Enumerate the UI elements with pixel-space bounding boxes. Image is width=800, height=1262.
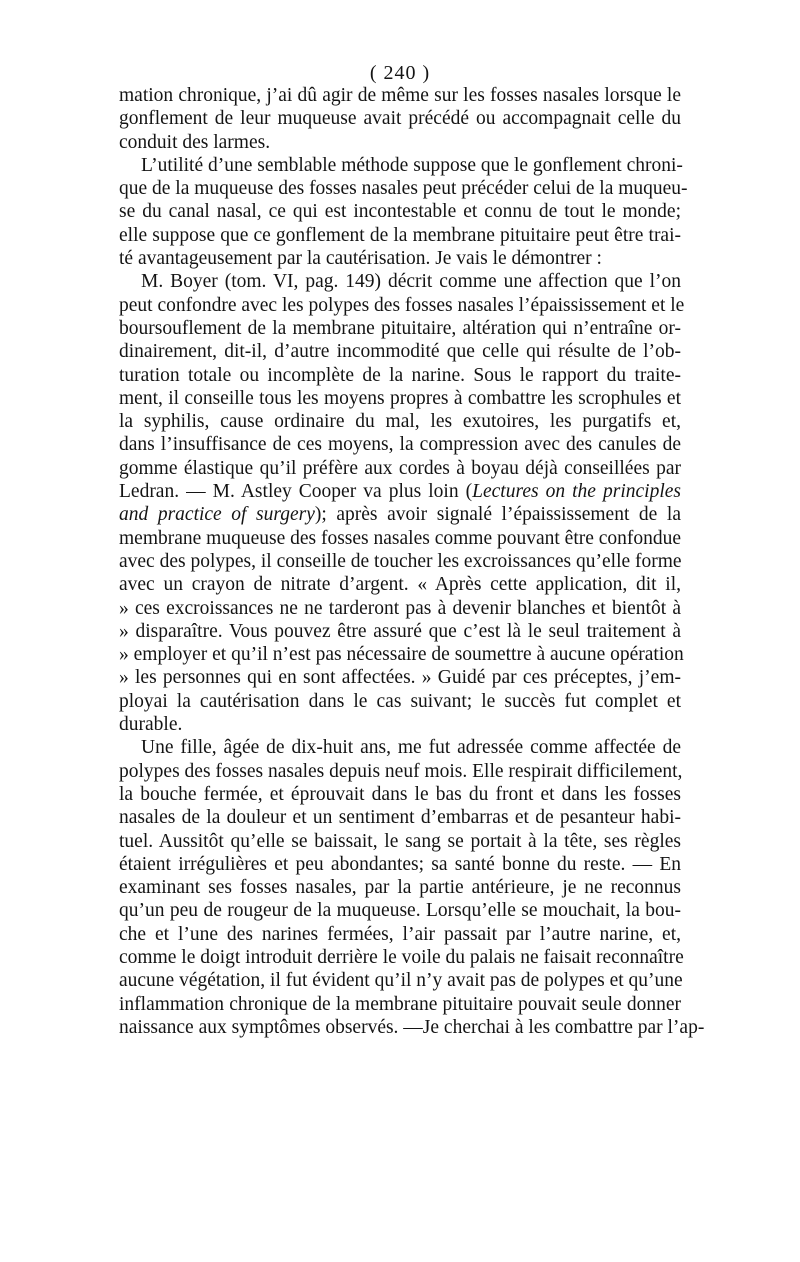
line-text: turation totale ou incomplète de la narine. Sous le rapport du traite-	[119, 364, 681, 386]
line-text: » ces excroissances ne ne tarderont pas à devenir blanches et bientôt à	[119, 597, 681, 619]
text-line	[119, 690, 681, 713]
line-text: gonflement de leur muqueuse avait précédé ou accompagnait celle du	[119, 108, 681, 130]
text-line	[119, 876, 681, 899]
text-line	[119, 177, 688, 200]
line-text: té avantageusement par la cautérisation. Je vais le démontrer :	[119, 248, 602, 270]
text-line	[119, 713, 681, 736]
text-line	[119, 224, 681, 247]
text-line	[119, 1016, 705, 1039]
text-line	[119, 969, 681, 992]
text-line	[119, 294, 685, 317]
text-line	[119, 899, 681, 922]
text-line	[119, 830, 681, 853]
line-text: gomme élastique qu’il préfère aux cordes à boyau déjà conseillées par	[119, 457, 681, 479]
text-line	[119, 131, 681, 154]
line-text: membrane muqueuse des fosses nasales comme pouvant être confondue	[119, 527, 682, 549]
text-line	[119, 923, 681, 946]
text-line	[119, 317, 681, 340]
text-line	[119, 573, 681, 596]
text-line	[119, 270, 681, 293]
line-text: mation chronique, j’ai dû agir de même sur les fosses nasales lorsque le	[119, 85, 681, 106]
line-text-after: ); après avoir signalé l’épaississement de la	[314, 504, 681, 526]
book-title-italic: and practice of surgery	[119, 504, 315, 526]
book-title-italic: Lectures on the principles	[472, 481, 681, 503]
text-line	[119, 480, 681, 503]
text-line	[119, 410, 681, 433]
line-text: conduit des larmes.	[119, 131, 271, 153]
text-line	[119, 783, 681, 806]
text-line	[119, 760, 681, 783]
line-text: che et l’une des narines fermées, l’air passait par l’autre narine, et,	[119, 923, 681, 945]
line-text: » les personnes qui en sont affectées. » Guidé par ces préceptes, j’em-	[119, 667, 681, 689]
text-line	[119, 387, 681, 410]
line-text: tuel. Aussitôt qu’elle se baissait, le sang se portait à la tête, ses règles	[119, 830, 681, 852]
line-text: peut confondre avec les polypes des fosses nasales l’épaississement et le	[119, 294, 685, 316]
line-text: » disparaître. Vous pouvez être assuré que c’est là le seul traitement à	[119, 620, 681, 642]
text-line	[119, 853, 681, 876]
line-text: étaient irrégulières et peu abondantes; sa santé bonne du reste. — En	[119, 853, 681, 875]
text-line	[119, 247, 681, 270]
text-line	[119, 340, 681, 363]
line-text: L’utilité d’une semblable méthode suppose que le gonflement chroni-	[141, 154, 683, 176]
line-text: qu’un peu de rougeur de la muqueuse. Lorsqu’elle se mouchait, la bou-	[119, 900, 681, 922]
line-text: la bouche fermée, et éprouvait dans le bas du front et dans les fosses	[119, 783, 681, 805]
line-text: que de la muqueuse des fosses nasales peut précéder celui de la muqueu-	[119, 178, 688, 200]
line-text: M. Boyer (tom. VI, pag. 149) décrit comme une affection que l’on	[141, 271, 681, 293]
line-text: avec un crayon de nitrate d’argent. « Après cette application, dit il,	[119, 574, 681, 596]
line-text: » employer et qu’il n’est pas nécessaire de soumettre à aucune opération	[119, 644, 684, 666]
line-text: inflammation chronique de la membrane pituitaire pouvait seule donner	[119, 993, 681, 1015]
text-line	[119, 200, 681, 223]
line-text: boursouflement de la membrane pituitaire, altération qui n’entraîne or-	[119, 317, 681, 339]
line-text: dans l’insuffisance de ces moyens, la compression avec des canules de	[119, 434, 681, 456]
text-line	[119, 364, 681, 387]
line-text: Une fille, âgée de dix-huit ans, me fut adressée comme affectée de	[141, 737, 681, 759]
text-line	[119, 597, 681, 620]
text-line	[119, 433, 681, 456]
text-line	[119, 503, 681, 526]
line-text: polypes des fosses nasales depuis neuf mois. Elle respirait difficilement,	[119, 760, 683, 782]
text-line	[119, 550, 681, 573]
line-text: Ledran. — M. Astley Cooper va plus loin (	[119, 481, 473, 503]
line-text: comme le doigt introduit derrière le voile du palais ne faisait reconnaître	[119, 946, 684, 968]
line-text: naissance aux symptômes observés. —Je cherchai à les combattre par l’ap-	[119, 1016, 705, 1038]
line-text: avec des polypes, il conseille de toucher les excroissances qu’elle forme	[119, 550, 682, 572]
text-line	[119, 84, 681, 107]
text-line	[119, 527, 681, 550]
text-line	[119, 946, 684, 969]
line-text: nasales de la douleur et un sentiment d’embarras et de pesanteur habi-	[119, 807, 681, 829]
text-line	[119, 993, 681, 1016]
text-line	[119, 457, 681, 480]
text-line	[119, 736, 681, 759]
text-line	[119, 666, 681, 689]
line-text: ment, il conseille tous les moyens propres à combattre les scrophules et	[119, 387, 681, 409]
line-text: examinant ses fosses nasales, par la partie antérieure, je ne reconnus	[119, 877, 681, 899]
text-line	[119, 620, 681, 643]
line-text: elle suppose que ce gonflement de la membrane pituitaire peut être trai-	[119, 224, 681, 246]
text-line	[119, 107, 681, 130]
line-text: dinairement, dit-il, d’autre incommodité que celle qui résulte de l’ob-	[119, 341, 681, 363]
page-number: ( 240 )	[369, 62, 431, 84]
text-line	[119, 643, 684, 666]
line-text: durable.	[119, 714, 183, 736]
line-text: se du canal nasal, ce qui est incontestable et connu de tout le monde;	[119, 201, 681, 223]
line-text: la syphilis, cause ordinaire du mal, les exutoires, les purgatifs et,	[119, 411, 681, 433]
line-text: ployai la cautérisation dans le cas suivant; le succès fut complet et	[119, 690, 681, 712]
text-line	[119, 154, 681, 177]
text-line	[119, 806, 681, 829]
line-text: aucune végétation, il fut évident qu’il n’y avait pas de polypes et qu’une	[119, 970, 683, 992]
body-text	[119, 84, 705, 1039]
